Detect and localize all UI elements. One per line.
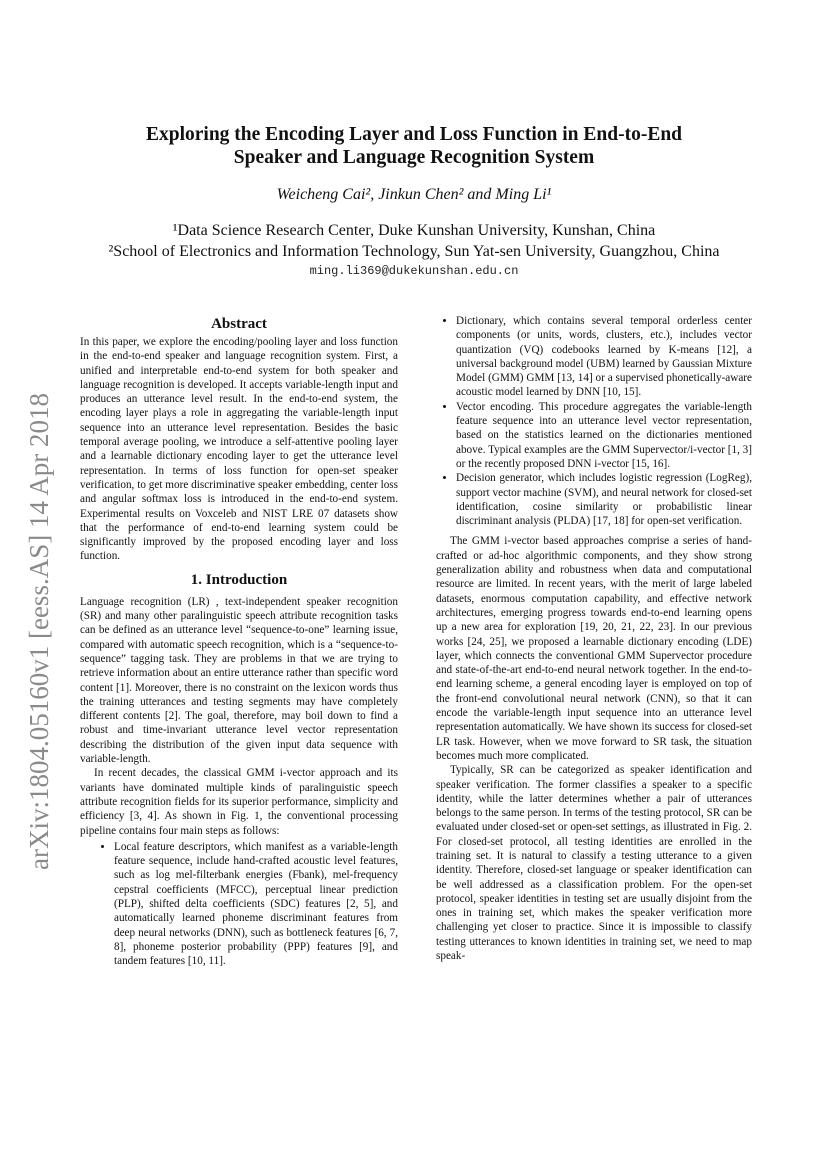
pipeline-list-continued xyxy=(436,314,752,528)
bullet-vector-encoding: • Vector encoding. This procedure aggregates the variable-length feature sequence into an utterance level vector representation, based on the statistics learned on the dictionaries mentioned above. Typical examples are the GMM Supervector/i-vector [1, 3] or the recently proposed DNN i-vector [15, 16]. xyxy=(456,400,752,471)
bullet-decision-generator: • Decision generator, which includes logistic regression (LogReg), support vector machine (SVM), and neural network for closed-set identification, cosine similarity or probabilistic linear discriminant analysis (PLDA) [17, 18] for open-set verification. xyxy=(456,471,752,528)
paper-title xyxy=(80,123,748,169)
authors: Weicheng Cai², Jinkun Chen² and Ming Li¹ xyxy=(276,186,552,203)
right-column xyxy=(436,314,752,963)
arxiv-stamp xyxy=(6,350,66,870)
pipeline-list xyxy=(80,840,398,969)
affiliation-1: ¹Data Science Research Center, Duke Kunshan University, Kunshan, China xyxy=(172,222,656,239)
right-paragraph-1: The GMM i-vector based approaches comprise a series of hand-crafted or ad-hoc algorithmic components, and they show strong generalization ability and robustness when data and computational resource are limited. In recent years, with the merit of large labeled datasets, enormous computation capability, and effective network architectures, emerging progress towards end-to-end learning opens up a new area for exploration [19, 20, 21, 22, 23]. In our previous works [24, 25], we proposed a learnable dictionary encoding (LDE) layer, which connects the conventional GMM Supervector procedure and state-of-the-art end-to-end neural network together. In the end-to-end learning scheme, a general encoding layer is employed on top of the front-end convolutional neural network (CNN), so that it can encode the variable-length input sequence into an utterance level representation automatically. We have shown its success for closed-set LR task. However, when we move forward to SR task, the situation becomes much more complicated. xyxy=(436,535,752,762)
abstract-text: In this paper, we explore the encoding/pooling layer and loss function in the end-to-end speaker and language recognition system. First, a unified and interpretable end-to-end system for both speaker and language recognition is developed. It accepts variable-length input and produces an utterance level result. In the end-to-end system, the encoding layer plays a role in aggregating the variable-length input sequence into an utterance level representation. Besides the basic temporal average pooling, we introduce a self-attentive pooling layer and a learnable dictionary encoding layer to get the utterance level representation. In terms of loss function for open-set speaker verification, to get more discriminative speaker embedding, center loss and angular softmax loss is introduced in the end-to-end system. Experimental results on Voxceleb and NIST LRE 07 datasets show that the performance of end-to-end learning system could be significantly improved by the proposed encoding layer and loss function. xyxy=(80,336,398,563)
right-paragraph-2: Typically, SR can be categorized as speaker identification and speaker verification. The former classifies a speaker to a specific identity, while the latter determines whether a pair of utterances belongs to the same person. In terms of the testing protocol, SR can be evaluated under closed-set or open-set settings, as illustrated in Fig. 2. For closed-set protocol, all testing identities are enrolled in the training set. It is natural to classify a testing utterance to a given identity. Therefore, closed-set language or speaker identification can be well addressed as a classification problem. For the open-set protocol, speaker identities in testing set are usually disjoint from the ones in training set, which makes the speaker verification more challenging yet closer to practice. Since it is impossible to classify testing utterances to known identities in training set, we need to map speak- xyxy=(436,764,752,963)
bullet-dictionary: • Dictionary, which contains several temporal orderless center components (or units, words, clusters, etc.), includes vector quantization (VQ) codebooks learned by K-means [12], a universal background model (UBM) learned by Gaussian Mixture Model (GMM) GMM [13, 14] or a supervised phonetically-aware acoustic model learned by DNN [10, 15]. xyxy=(456,314,752,400)
abstract-heading: Abstract xyxy=(211,316,267,332)
intro-heading: 1. Introduction xyxy=(190,571,288,588)
intro-paragraph-1: Language recognition (LR) , text-independent speaker recognition (SR) and many other paralinguistic speech attribute recognition tasks can be defined as an utterance level “sequence-to-one” learning issue, compared with automatic speech recognition, which is a “sequence-to-sequence” tagging task. They are problems in that we are trying to retrieve information about an entire utterance rather than specific word content [1]. Moreover, there is no constraint on the lexicon words thus the training utterances and testing segments may have completely different contents [2]. The goal, therefore, may boil down to find a robust and time-invariant utterance level vector representation describing the distribution of the given input data sequence with variable-length. xyxy=(80,595,398,766)
title-line-1: Exploring the Encoding Layer and Loss Function in End-to-End xyxy=(145,124,683,145)
title-line-2: Speaker and Language Recognition System xyxy=(233,147,595,168)
arxiv-stamp-text: arXiv:1804.05160v1 [eess.AS] 14 Apr 2018 xyxy=(24,393,54,870)
bullet-local-features: • Local feature descriptors, which manifest as a variable-length feature sequence, include hand-crafted acoustic level features, such as log mel-filterbank energies (Fbank), mel-frequency cepstral coefficients (MFCC), perceptual linear prediction (PLP), shifted delta coefficients (SDC) features [2, 5], and automatically learned phoneme discriminant features from deep neural networks (DNN), such as bottleneck features [6, 7, 8], phoneme posterior probability (PPP) features [9], and tandem features [10, 11]. xyxy=(114,840,398,969)
left-column xyxy=(80,314,398,970)
email: ming.li369@dukekunshan.edu.cn xyxy=(309,264,519,278)
intro-paragraph-2: In recent decades, the classical GMM i-vector approach and its variants have dominated multiple kinds of paralinguistic speech attribute recognition fields for its superior performance, simplicity and efficiency [3, 4]. As shown in Fig. 1, the conventional processing pipeline contains four main steps as follows: xyxy=(80,767,398,837)
affiliation-2: ²School of Electronics and Information Technology, Sun Yat-sen University, Guangzhou, China xyxy=(108,243,720,260)
